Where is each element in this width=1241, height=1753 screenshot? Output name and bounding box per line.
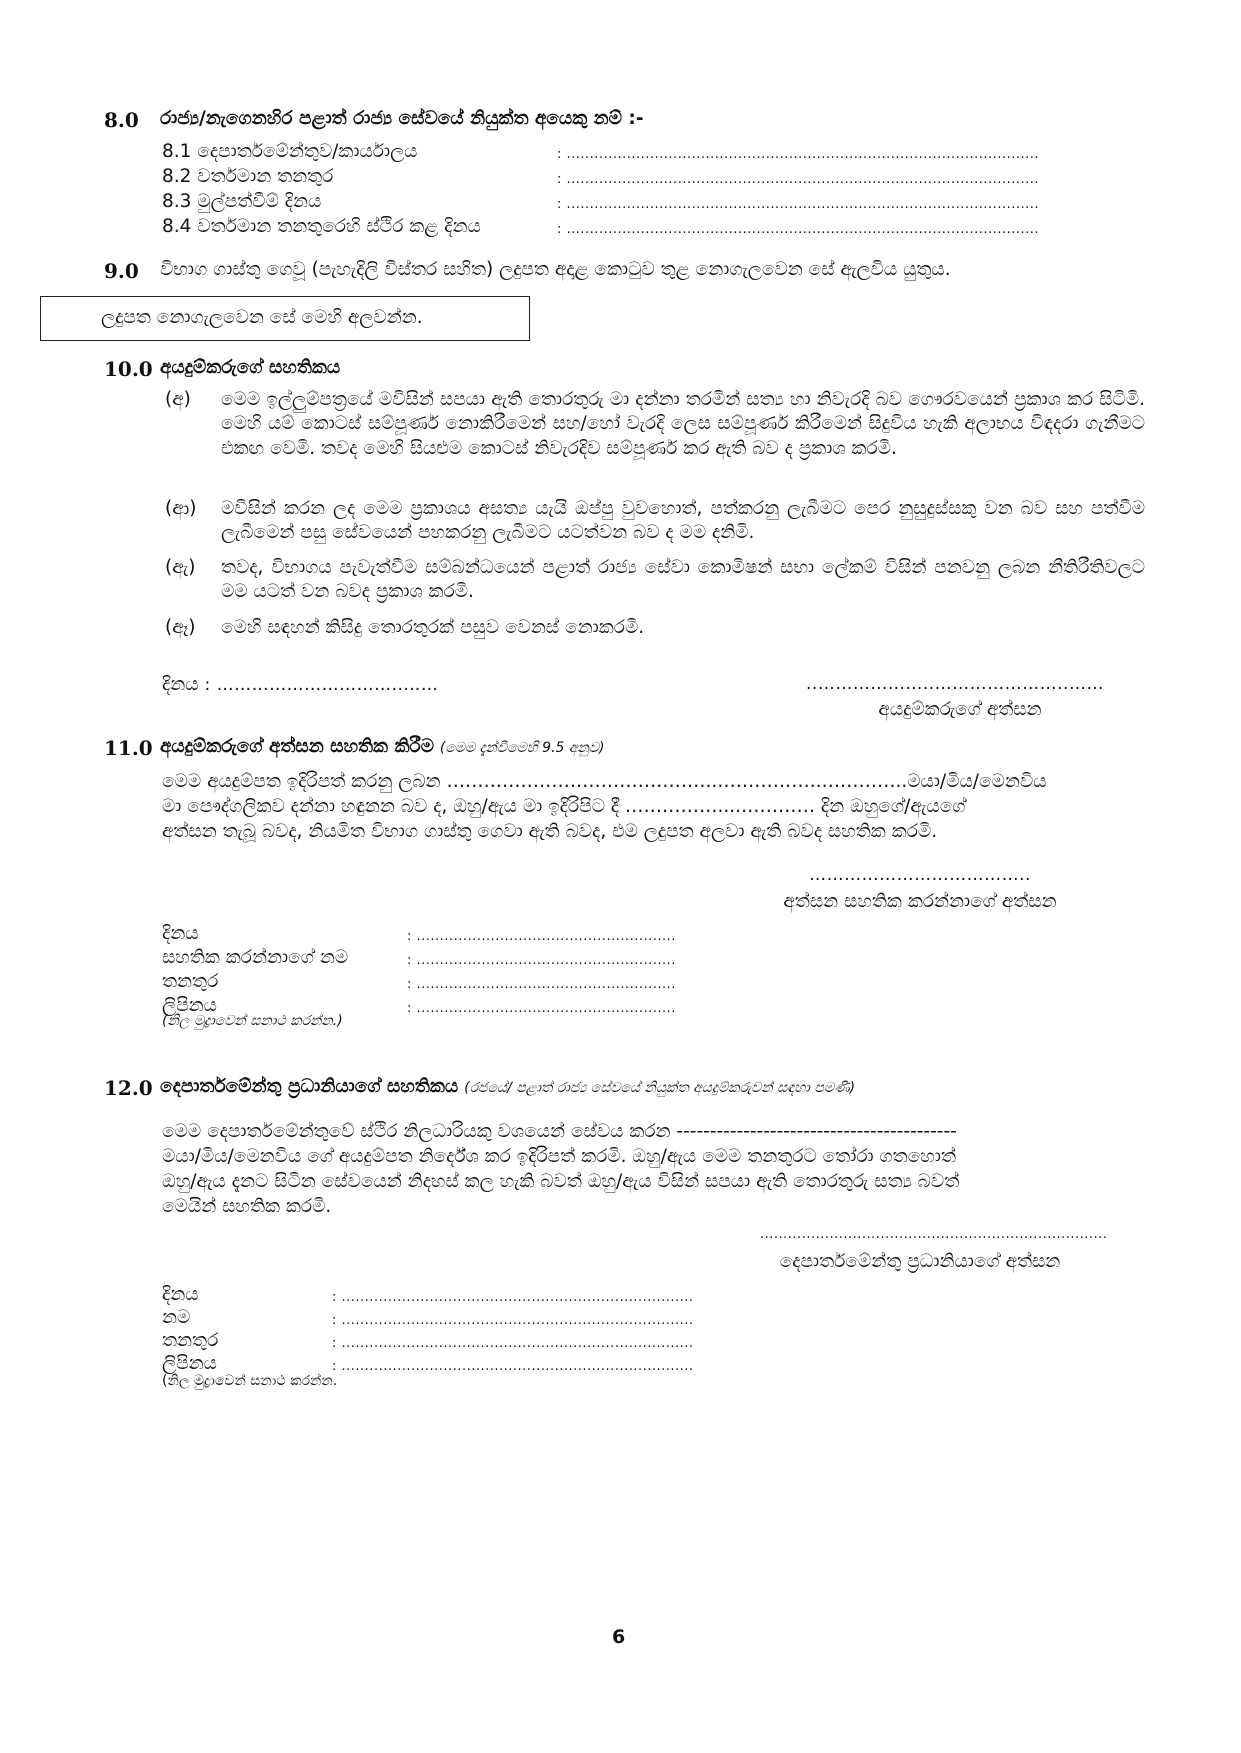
field-row: [162, 946, 682, 970]
section-10-title: අයදුම්කරුගේ සහතිකය: [160, 357, 341, 378]
field-dots[interactable]: : ............................................................................: [332, 1336, 694, 1351]
declaration-item-ae: [165, 556, 1145, 606]
section-12-title: දෙපාර්තමේන්තු ප්‍රධානියාගේ සහතිකය: [160, 1076, 459, 1097]
section-11-heading: [160, 735, 604, 759]
attestation-line-2: මා පෞද්ගලිකව දන්නා හඳුනන බව ද, ඔහු/ඇය මා ඉදිරිපිට දී ……………....………… දින ඔහුගේ/ඇයගේ: [162, 796, 966, 817]
field-dots[interactable]: : ........................................................: [407, 977, 676, 992]
seal-note: (නිල මුද්‍රාවෙන් සනාථ කරන්න.): [162, 1013, 343, 1029]
item-text: තවද, විභාගය පැවැත්වීම සම්බන්ධයෙන් පළාත් රාජ්‍ය සේවා කොමිෂන් සභා ලේකම් විසින් පනවනු ලබන නීතිරීතිවලට මම යටත් වන බවද ප්‍රකාශ කරමි.: [221, 557, 1145, 603]
attestation-line-1: මෙම අයදුම්පත ඉදිරිපත් කරනු ලබන ……………………………………..……………..…………..මයා/මිය/මෙනවිය: [162, 771, 1047, 792]
field-label: 8.3 මුල්පත්වීම් දිනය: [162, 191, 322, 212]
date-label: දිනය: [162, 674, 199, 695]
page-number: 6: [612, 1626, 626, 1648]
field-label: ලිපිනය: [162, 1353, 217, 1374]
field-dots[interactable]: : ............................................................................: [332, 1313, 694, 1328]
field-label: 8.2 වර්තමාන තනතුර: [162, 166, 334, 187]
head-signature-line[interactable]: [760, 1226, 1108, 1243]
item-text: මෙම ඉල්ලුම්පත්‍රයේ මවිසින් සපයා ඇති තොරතුරු මා දන්නා තරමින් සත්‍ය හා නිවැරදි බව ගෞරවයෙන් ප්‍රකාශ කර සිටිමි. මෙහි යම් කොටස් සම්පූර්ණ නොකිරීමෙන් සහ/හෝ වැරදි ලෙස සම්පූර්ණ කිරීමෙන් සිදුවිය හැකි අලාභය විඳදරා ගැනීමට එකඟ වෙමි. තවද මෙහි සියළුම කොටස් නිවැරදිව සම්පූර්ණ කර ඇති බව ද ප්‍රකාශ කරමි.: [221, 389, 1145, 459]
field-label: 8.1 දෙපාර්තමේන්තුව/කාර්යාලය: [162, 141, 418, 162]
field-row: [162, 215, 1040, 239]
item-marker: (ආ): [165, 498, 197, 519]
seal-note: (නිල මුද්‍රාවෙන් සනාථ කරන්න.: [162, 1373, 338, 1389]
section-11-number: 11.0: [104, 736, 153, 760]
field-dots[interactable]: : ......................................................................................................: [557, 172, 1040, 187]
item-marker: (ඇ): [165, 557, 196, 578]
section-12-note: (රජයේ/ පළාත් රාජ්‍ය සේවයේ නියුක්ත අයදුම්කරුවන් සඳහා පමණි): [464, 1080, 856, 1096]
applicant-signature-label: අයදුම්කරුගේ අත්සන: [878, 699, 1042, 720]
applicant-date-field[interactable]: [162, 673, 438, 697]
field-dots[interactable]: : ........................................................: [407, 953, 676, 968]
declaration-item-a: [165, 388, 1145, 488]
section-10-number: 10.0: [104, 357, 153, 381]
item-marker: (ඈ): [165, 617, 196, 638]
section-9-text: විභාග ගාස්තු ගෙවූ (පැහැදිලි විස්තර සහිත) ලදුපත අදාළ කොටුව තුළ නොගැලවෙන සේ ඇලවිය යුතුය.: [160, 259, 951, 280]
signature-dots: ...........................................................................: [760, 1227, 1108, 1242]
declaration-item-aee: [165, 616, 1145, 642]
attestation-line-3: අත්සන තැබූ බවද, නියමිත විභාග ගාස්තු ගෙවා ඇති බවද, එම ලදුපත අලවා ඇති බවද සහතික කරමි.: [162, 821, 938, 842]
field-row: [162, 190, 1040, 214]
section-12-heading: [160, 1075, 855, 1099]
field-label: සහතික කරන්නාගේ නම: [162, 947, 349, 968]
head-signature-label: දෙපාර්තමේන්තු ප්‍රධානියාගේ අත්සන: [779, 1251, 1061, 1272]
field-row: [162, 140, 1040, 164]
field-label: ලිපිනය: [162, 995, 217, 1016]
field-dots[interactable]: : ......................................................................................................: [557, 222, 1040, 237]
field-label: නම: [162, 1307, 191, 1328]
field-dots[interactable]: : ......................................................................................................: [557, 197, 1040, 212]
attester-signature-line[interactable]: [760, 864, 1080, 886]
head-cert-line-1: මෙම දෙපාර්තමේන්තුවේ ස්ථිර නිලධාරියකු වශයෙන් සේවය කරන ------------------------------------------: [162, 1121, 957, 1142]
signature-dots: ………………………………..: [809, 865, 1031, 885]
field-row: [162, 1306, 694, 1330]
field-row: [162, 970, 682, 994]
field-label: 8.4 වර්තමාන තනතුරෙහි ස්ථිර කළ දිනය: [162, 216, 481, 237]
field-label: දිනය: [162, 923, 199, 944]
applicant-signature-line[interactable]: [770, 673, 1140, 695]
field-dots[interactable]: : ............................................................................: [332, 1359, 694, 1374]
head-cert-line-4: මෙයින් සහතික කරමි.: [162, 1196, 332, 1217]
receipt-paste-box[interactable]: [40, 296, 530, 341]
receipt-box-label: ලදුපත නොගැලවෙන සේ මෙහි අලවන්න.: [101, 307, 423, 328]
section-11-title: අයදුම්කරුගේ අත්සන සහතික කිරීම: [160, 736, 434, 757]
section-8-fields: [162, 140, 1040, 240]
attester-signature-label: අත්සන සහතික කරන්නාගේ අත්සන: [783, 891, 1057, 912]
section-8-number: 8.0: [104, 108, 139, 132]
date-dots: : …………………………..……: [204, 675, 439, 695]
section-9-number: 9.0: [104, 259, 139, 283]
signature-dots: ..………………..…………………..……: [806, 674, 1104, 694]
section-11-note: (මෙම දැන්වීමෙහි 9.5 අනුව): [439, 740, 605, 756]
field-row: [162, 165, 1040, 189]
head-fields: [162, 1283, 694, 1383]
field-label: තනතුර: [162, 1330, 219, 1351]
item-marker: (අ): [165, 389, 191, 410]
item-text: මෙහි සඳහන් කිසිදු තොරතුරක් පසුව වෙනස් නොකරමි.: [221, 617, 645, 638]
field-dots[interactable]: : ........................................................: [407, 1001, 676, 1016]
field-row: [162, 1329, 694, 1353]
declaration-item-aa: [165, 497, 1145, 547]
attester-fields: [162, 922, 682, 1022]
section-8-title: රාජ්‍ය/නැගෙනහිර පළාත් රාජ්‍ය සේවයේ නියුක්ත අයෙකු නම් :-: [160, 108, 644, 129]
head-cert-line-2: මයා/මිය/මෙනවිය ගේ අයදුම්පත නිර්දේශ කර ඉදිරිපත් කරමි. ඔහු/ඇය මෙම තනතුරට තෝරා ගතහොත්: [162, 1146, 956, 1167]
field-dots[interactable]: : ......................................................................................................: [557, 147, 1040, 162]
field-row: [162, 922, 682, 946]
head-cert-line-3: ඔහු/ඇය දැනට සිටින සේවයෙන් නිදහස් කල හැකි බවත් ඔහු/ඇය විසින් සපයා ඇති තොරතුරු සත්‍ය බවත්: [162, 1171, 960, 1192]
item-text: මවිසින් කරන ලද මෙම ප්‍රකාශය අසත්‍ය යැයි ඔප්පු වුවහොත්, පත්කරනු ලැබීමට පෙර නුසුදුස්සකු වන බව සහ පත්වීම ලැබීමෙන් පසු සේවයෙන් පහකරනු ලැබීමට යටත්වන බව ද මම දනිමි.: [221, 498, 1145, 544]
field-row: [162, 1283, 694, 1307]
field-label: දිනය: [162, 1284, 199, 1305]
field-dots[interactable]: : ........................................................: [407, 929, 676, 944]
field-label: තනතුර: [162, 971, 219, 992]
field-dots[interactable]: : ............................................................................: [332, 1290, 694, 1305]
section-12-number: 12.0: [104, 1076, 153, 1100]
